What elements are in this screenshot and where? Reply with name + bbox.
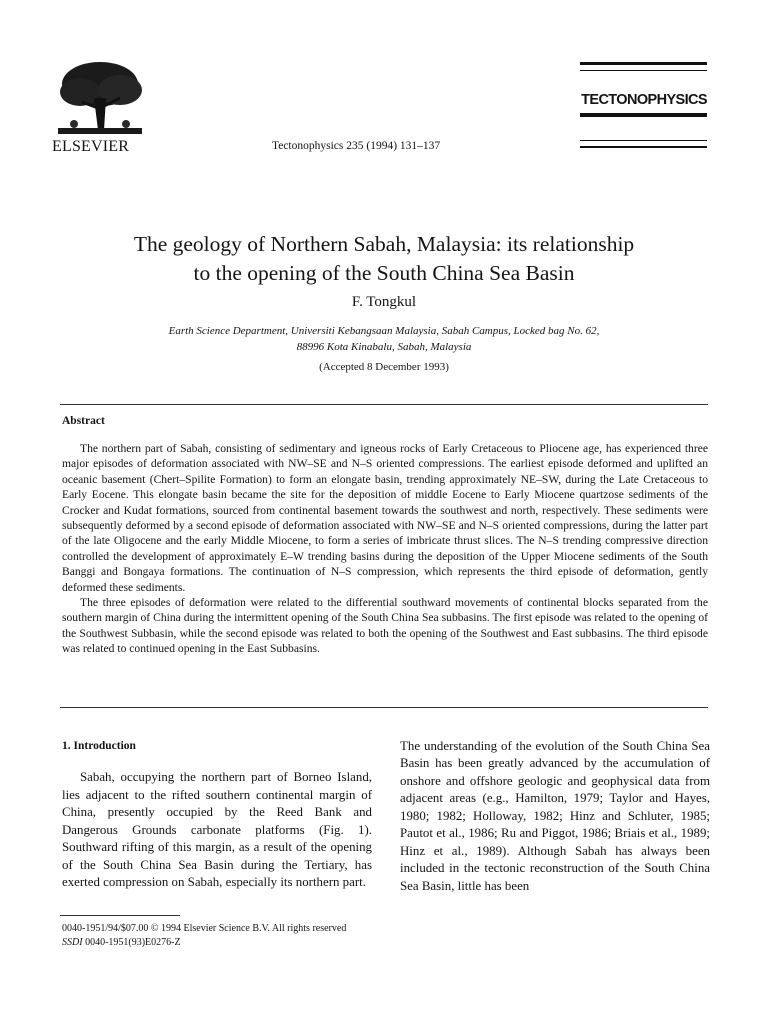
journal-rule-bottom: [580, 146, 707, 148]
journal-rule-bottom-thin: [580, 140, 707, 141]
introduction-paragraph-2: The understanding of the evolution of the South China Sea Basin has been greatly advanced by the accumulation of onshore and offshore geologic and geophysical data from adjacent areas (e.g., Hamilton, 1979; Taylor and Hayes, 1980; 1982; Holloway, 1982; Hinz and Schluter, 1985; Pautot et al., 1986; Ru and Piggot, 1986; Briais et al., 1989; Hinz et al., 1989). Although Sabah has always been included in the tectonic reconstruction of the South China Sea Basin, little has been: [400, 739, 710, 893]
affiliation-line-1: Earth Science Department, Universiti Kebangsaan Malaysia, Sabah Campus, Locked bag No. 62,: [168, 325, 600, 337]
tree-logo-icon: [54, 58, 146, 138]
article-title: [60, 230, 708, 288]
title-line-1: The geology of Northern Sabah, Malaysia: its relationship: [133, 232, 635, 256]
journal-citation: Tectonophysics 235 (1994) 131–137: [272, 140, 441, 152]
introduction-paragraph-1: Sabah, occupying the northern part of Borneo Island, lies adjacent to the rifted southern continental margin of China, presently occupied by the Reed Bank and Dangerous Grounds carbonate platforms (Fig. 1). Southward rifting of this margin, as a result of the opening of the South China Sea Basin during the Tertiary, has exerted compression on Sabah, especially its northern part.: [62, 770, 372, 890]
author-affiliation: [60, 323, 708, 355]
abstract-body: [62, 441, 708, 657]
abstract-paragraph-1: The northern part of Sabah, consisting of sedimentary and igneous rocks of Early Cretaceous to Pliocene age, has experienced three major episodes of deformation associated with NW–SE and N–S oriented compressions. The earliest episode deformed and uplifted an oceanic basement (Chert–Spilite Formation) to form an elongate basin, trending approximately NE–SW, during the Late Cretaceous to Early Eocene. This elongate basin became the site for the deposition of middle Eocene to Early Miocene quartzose sediments of the Crocker and Kudat formations, sourced from continental basement towards the southwest and north, respectively. These sediments were subsequently deformed by a second episode of deformation associated with NW–SE and N–S oriented compressions, during the latter part of the late Oligocene and the early Middle Miocene, to form a series of imbricate thrust slices. The N–S trending compressive direction controlled the development of approximately E–W trending basins during the deposition of the Upper Miocene sediments of the South Banggi and Bongaya formations. The continuation of N–S compression, which represents the third episode of deformation, gently deformed these sediments.: [62, 442, 708, 594]
section-heading-introduction: 1. Introduction: [62, 740, 136, 752]
accepted-date: (Accepted 8 December 1993): [319, 361, 449, 373]
journal-rule-top-thin: [580, 70, 707, 71]
footnote-rule: [60, 915, 180, 916]
journal-rule-top: [580, 62, 707, 65]
author-name: F. Tongkul: [351, 294, 417, 310]
elsevier-tree-logo: [54, 58, 146, 138]
journal-title: TECTONOPHYSICS: [581, 92, 707, 108]
title-line-2: to the opening of the South China Sea Basin: [193, 261, 575, 285]
copyright-line: 0040-1951/94/$07.00 © 1994 Elsevier Science B.V. All rights reserved: [62, 923, 347, 934]
copyright-footer: [62, 922, 346, 950]
journal-rule-mid: [580, 113, 707, 117]
abstract-heading: Abstract: [62, 415, 105, 427]
affiliation-line-2: 88996 Kota Kinabalu, Sabah, Malaysia: [296, 341, 472, 353]
ssdi-line: [62, 936, 346, 950]
ssdi-code: 0040-1951(93)E0276-Z: [85, 937, 181, 948]
body-column-left: [62, 738, 372, 892]
publisher-name: ELSEVIER: [52, 138, 130, 155]
abstract-rule-top: [60, 404, 708, 405]
abstract-rule-bottom: [60, 707, 708, 708]
body-column-right: [400, 738, 710, 895]
abstract-paragraph-2: The three episodes of deformation were related to the differential southward movements of continental blocks separated from the southern margin of China during the intermittent opening of the South China Sea subbasins. The first episode was related to the opening of the Southwest Subbasin, while the second episode was related to both the opening of the Southwest and East subbasins. The third episode was related to continued opening in the East Subbasins.: [62, 596, 708, 656]
ssdi-label: SSDI: [62, 937, 83, 948]
